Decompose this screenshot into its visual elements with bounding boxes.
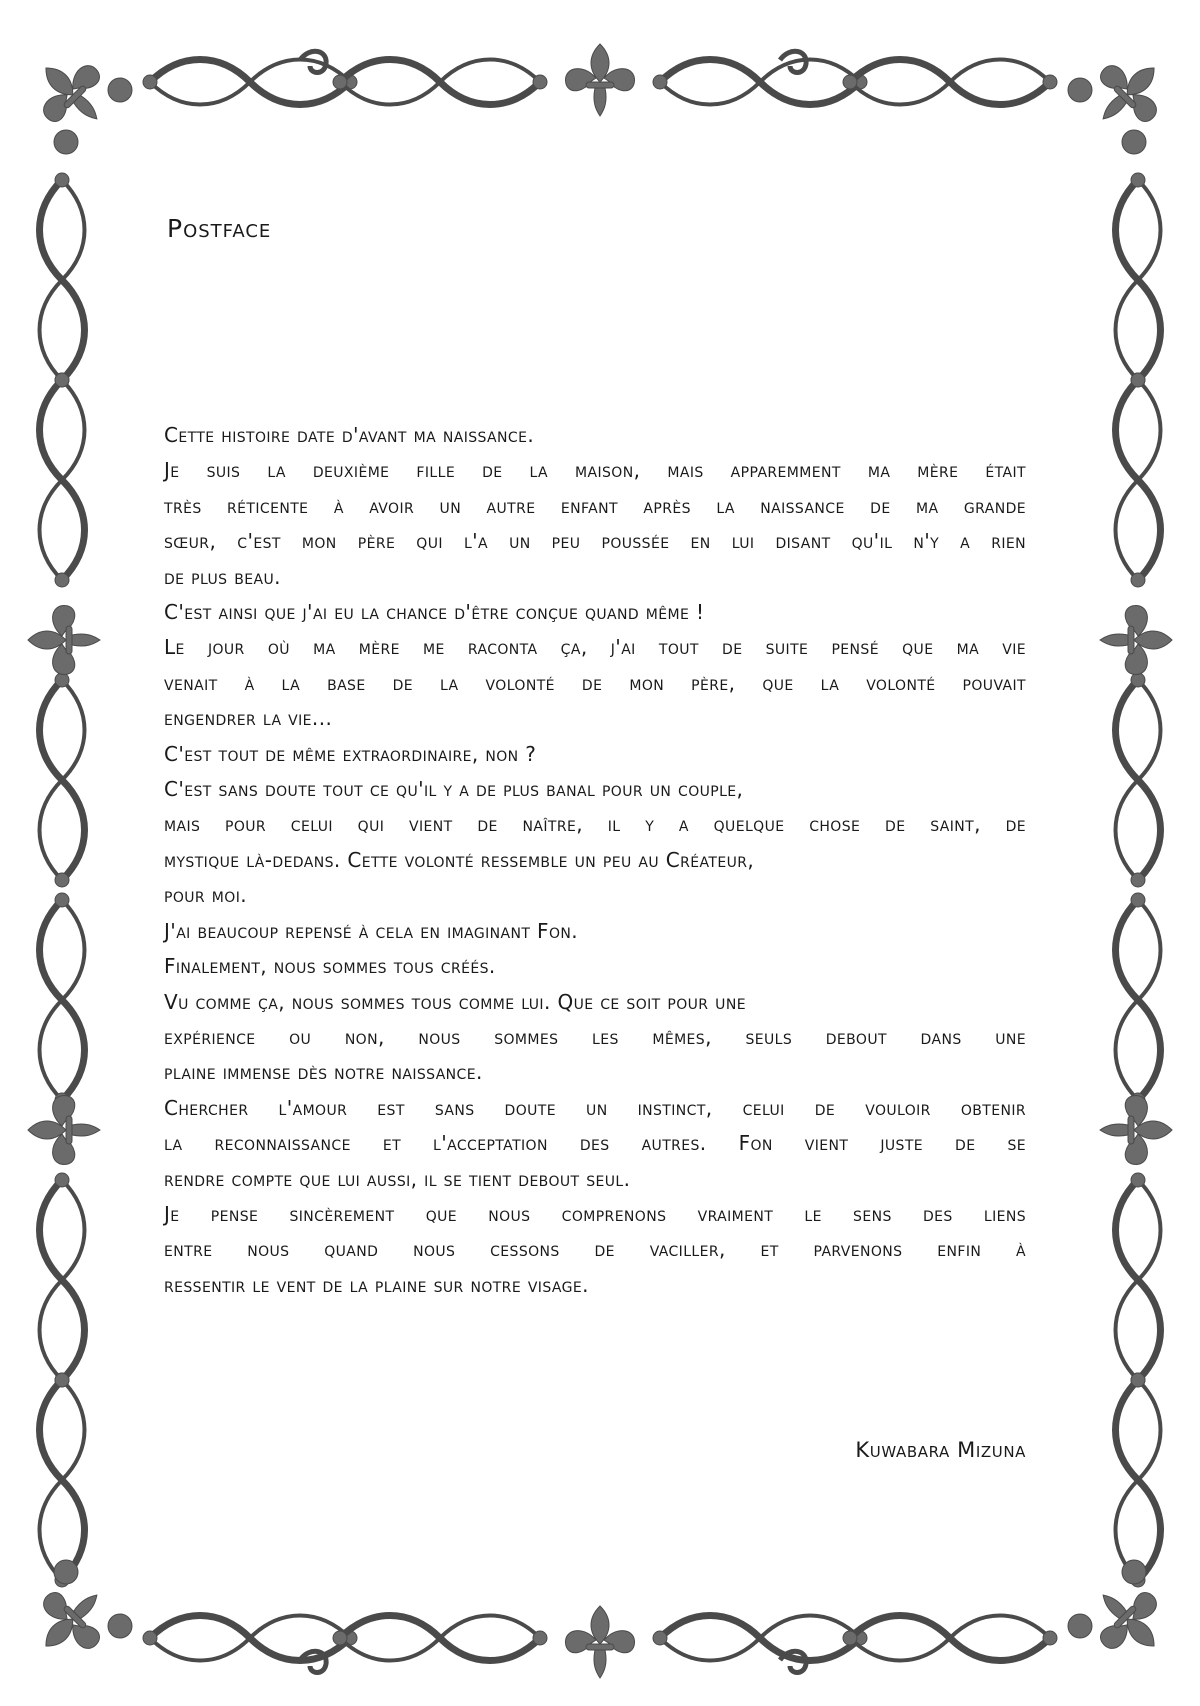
text-line: sœur, c'est mon père qui l'a un peu poussée en lui disant qu'il n'y a rien <box>164 529 1026 554</box>
text-line: Chercher l'amour est sans doute un instinct, celui de vouloir obtenir <box>164 1095 1026 1120</box>
text-line: venait à la base de la volonté de mon père, que la volonté pouvait <box>164 670 1026 695</box>
text-line: C'est tout de même extraordinaire, non ? <box>164 741 537 766</box>
text-line: J'ai beaucoup repensé à cela en imaginant Fon. <box>164 918 578 943</box>
text-line: Vu comme ça, nous sommes tous comme lui. Que ce soit pour une <box>164 989 746 1014</box>
postface-body <box>164 418 1026 1303</box>
text-line: très réticente à avoir un autre enfant après la naissance de ma grande <box>164 493 1026 518</box>
right-border-ornament <box>1100 173 1172 1587</box>
text-line: C'est ainsi que j'ai eu la chance d'être conçue quand même ! <box>164 600 705 625</box>
page-title: Postface <box>167 214 272 243</box>
text-line: plaine immense dès notre naissance. <box>164 1060 483 1085</box>
text-line: ressentir le vent de la plaine sur notre visage. <box>164 1272 589 1297</box>
bottom-border-ornament <box>143 1606 1057 1678</box>
text-line: rendre compte que lui aussi, il se tient debout seul. <box>164 1166 631 1191</box>
text-line: Je pense sincèrement que nous comprenons vraiment le sens des liens <box>164 1201 1026 1226</box>
text-line: mystique là-dedans. Cette volonté ressemble un peu au Créateur, <box>164 847 755 872</box>
text-line: Le jour où ma mère me raconta ça, j'ai tout de suite pensé que ma vie <box>164 635 1026 660</box>
left-border-ornament <box>28 173 100 1587</box>
text-line: Finalement, nous sommes tous créés. <box>164 954 496 979</box>
text-line: de plus beau. <box>164 564 281 589</box>
text-line: expérience ou non, nous sommes les mêmes, seuls debout dans une <box>164 1024 1026 1049</box>
text-line: engendrer la vie... <box>164 706 333 731</box>
text-line: C'est sans doute tout ce qu'il y a de plus banal pour un couple, <box>164 777 744 802</box>
text-line: pour moi. <box>164 883 247 908</box>
text-line: la reconnaissance et l'acceptation des autres. Fon vient juste de se <box>164 1131 1026 1156</box>
text-line: mais pour celui qui vient de naître, il y a quelque chose de saint, de <box>164 812 1026 837</box>
corner-ornament-top-right <box>1068 44 1178 154</box>
author-signature: Kuwabara Mizuna <box>855 1438 1026 1462</box>
text-line: Je suis la deuxième fille de la maison, mais apparemment ma mère était <box>164 458 1026 483</box>
top-border-ornament <box>143 44 1057 116</box>
corner-ornament-bottom-left <box>22 1560 132 1670</box>
text-line: Cette histoire date d'avant ma naissance. <box>164 423 535 447</box>
text-line: entre nous quand nous cessons de vaciller, et parvenons enfin à <box>164 1237 1026 1262</box>
corner-ornament-bottom-right <box>1068 1560 1178 1670</box>
corner-ornament-top-left <box>22 44 132 154</box>
